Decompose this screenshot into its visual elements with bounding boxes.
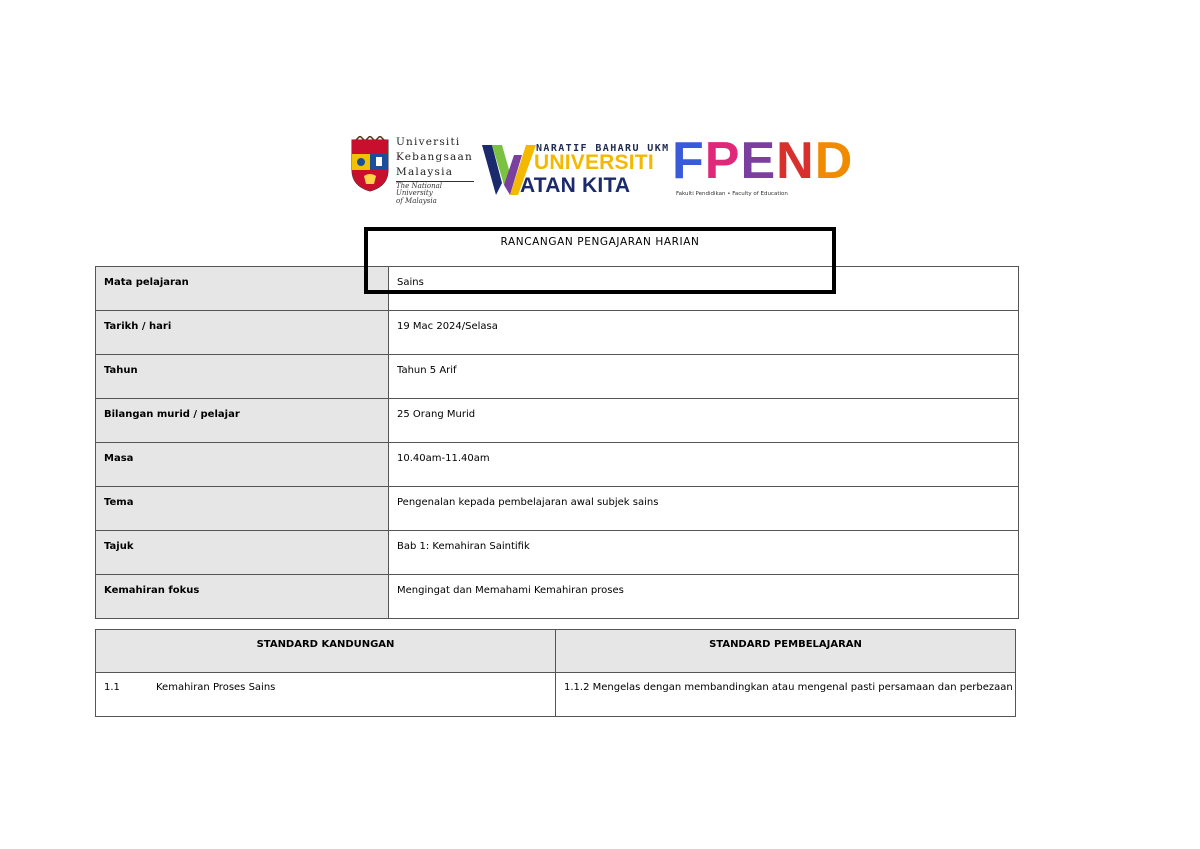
info-value-masa: 10.40am-11.40am	[389, 443, 1019, 487]
table-row	[96, 443, 1019, 487]
uwk-universiti-text: UNIVERSITI	[534, 151, 654, 174]
info-value-tahun: Tahun 5 Arif	[389, 355, 1019, 399]
info-label-tajuk: Tajuk	[96, 531, 389, 575]
ukm-logo	[350, 133, 475, 205]
info-label-tarikh-hari: Tarikh / hari	[96, 311, 389, 355]
info-label-masa: Masa	[96, 443, 389, 487]
uwk-naratif-text: NARATIF BAHARU UKM	[536, 143, 670, 154]
info-value-bilangan-murid: 25 Orang Murid	[389, 399, 1019, 443]
info-value-tema: Pengenalan kepada pembelajaran awal subjek sains	[389, 487, 1019, 531]
lesson-info-table	[95, 266, 1019, 619]
ukm-motto-line1: The National University	[396, 182, 443, 197]
title-box	[364, 227, 836, 294]
table-row	[96, 311, 1019, 355]
info-label-kemahiran-fokus: Kemahiran fokus	[96, 575, 389, 619]
fpend-wordmark: FPEND	[672, 132, 854, 190]
ukm-name-line3: Malaysia	[396, 166, 454, 178]
info-value-tajuk: Bab 1: Kemahiran Saintifik	[389, 531, 1019, 575]
info-label-mata-pelajaran: Mata pelajaran	[96, 267, 389, 311]
ukm-motto-line2: of Malaysia	[396, 197, 437, 205]
ukm-name-line1: Universiti	[396, 136, 461, 148]
universiti-watan-kita-logo	[482, 139, 670, 197]
uwk-watan-kita-text: ATAN KITA	[520, 174, 631, 197]
kandungan-text: Kemahiran Proses Sains	[156, 682, 276, 693]
table-row	[96, 355, 1019, 399]
info-label-tahun: Tahun	[96, 355, 389, 399]
fpend-logo	[672, 132, 854, 199]
standards-table	[95, 629, 1016, 717]
kandungan-number: 1.1	[104, 682, 120, 693]
ukm-name-line2: Kebangsaan	[396, 151, 473, 163]
ukm-crest-icon	[350, 136, 390, 192]
header-standard-pembelajaran: STANDARD PEMBELAJARAN	[556, 630, 1016, 673]
table-row	[96, 531, 1019, 575]
fpend-subtitle: Fakulti Pendidikan • Faculty of Education	[676, 191, 788, 197]
cell-standard-kandungan	[96, 673, 556, 717]
info-value-kemahiran-fokus: Mengingat dan Memahami Kemahiran proses	[389, 575, 1019, 619]
table-header-row	[96, 630, 1016, 673]
table-row	[96, 575, 1019, 619]
logo-row	[350, 132, 854, 205]
table-row	[96, 673, 1016, 717]
table-row	[96, 487, 1019, 531]
info-value-tarikh-hari: 19 Mac 2024/Selasa	[389, 311, 1019, 355]
header-standard-kandungan: STANDARD KANDUNGAN	[96, 630, 556, 673]
page-title: RANCANGAN PENGAJARAN HARIAN	[500, 236, 700, 248]
info-label-tema: Tema	[96, 487, 389, 531]
info-value-mata-pelajaran: Sains	[389, 267, 1019, 311]
cell-standard-pembelajaran: 1.1.2 Mengelas dengan membandingkan atau mengenal pasti persamaan dan perbezaan	[556, 673, 1016, 717]
table-row	[96, 399, 1019, 443]
info-label-bilangan-murid: Bilangan murid / pelajar	[96, 399, 389, 443]
